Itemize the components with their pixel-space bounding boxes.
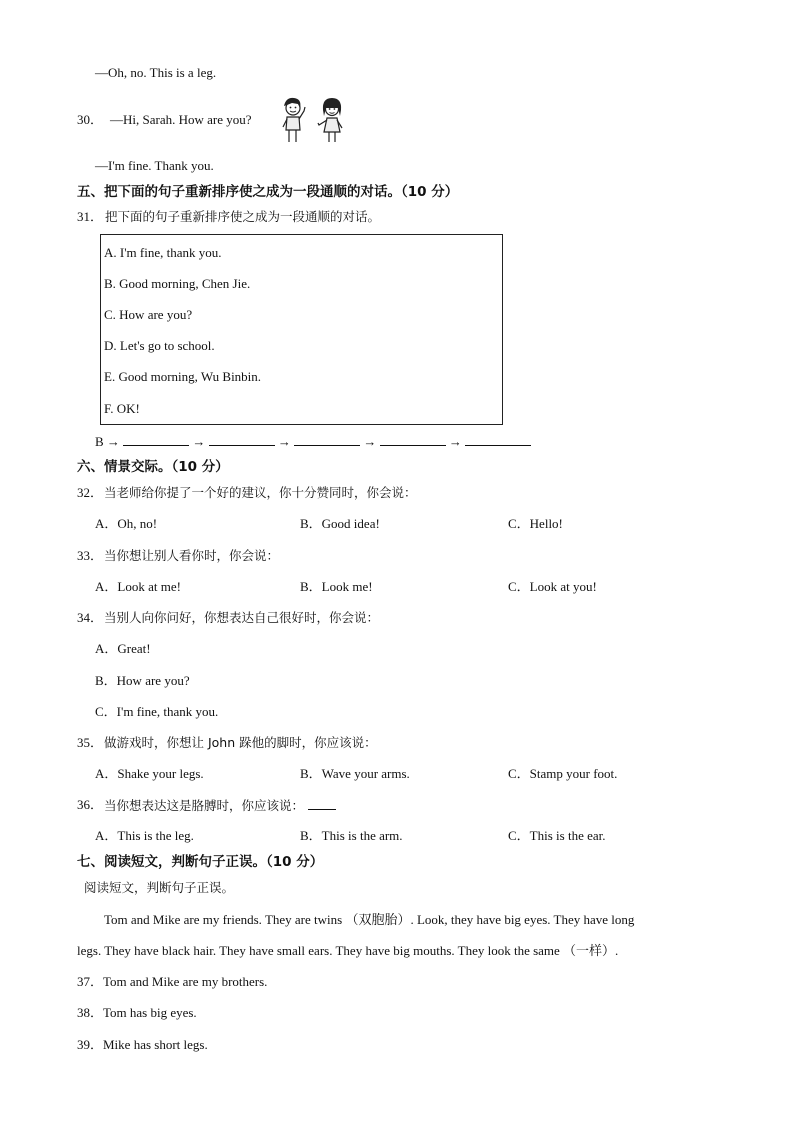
q34-option-c[interactable]: C．I'm fine, thank you. bbox=[95, 704, 219, 719]
q30-answer: —I'm fine. Thank you. bbox=[95, 158, 214, 173]
q33-option-b[interactable]: B．Look me! bbox=[300, 579, 373, 594]
q33-number: 33． bbox=[77, 548, 104, 563]
q32-prompt: 当老师给你提了一个好的建议，你十分赞同时，你会说： bbox=[104, 485, 417, 500]
q39-statement: 39．Mike has short legs. bbox=[77, 1037, 208, 1052]
q31-answer-blank-3[interactable] bbox=[294, 433, 360, 446]
q32-number: 32． bbox=[77, 485, 104, 500]
q36-number: 36． bbox=[77, 797, 104, 812]
q35-prompt: 做游戏时，你想让 John 跺他的脚时，你应该说： bbox=[104, 735, 377, 750]
q31-answer-blank-2[interactable] bbox=[209, 433, 275, 446]
q36-option-b[interactable]: B．This is the arm. bbox=[300, 828, 403, 843]
q31-sequence-start: B → bbox=[95, 434, 120, 449]
q31-arrow-2: → bbox=[277, 434, 291, 449]
q31-option-c: C. How are you? bbox=[104, 307, 193, 322]
q31-answer-blank-1[interactable] bbox=[123, 433, 189, 446]
q36-option-c[interactable]: C．This is the ear. bbox=[508, 828, 606, 843]
passage-line-1: Tom and Mike are my friends. They are twins （双胞胎）. Look, they have big eyes. They have long bbox=[104, 912, 635, 927]
q32-option-a[interactable]: A．Oh, no! bbox=[95, 516, 158, 531]
q35-option-b[interactable]: B．Wave your arms. bbox=[300, 766, 410, 781]
q30-number: 30． bbox=[77, 112, 104, 127]
q31-number: 31． bbox=[77, 209, 104, 224]
q31-options-box bbox=[100, 234, 503, 425]
q31-option-f: F. OK! bbox=[104, 401, 140, 416]
q35-option-c[interactable]: C．Stamp your foot. bbox=[508, 766, 618, 781]
q31-answer-blank-4[interactable] bbox=[380, 433, 446, 446]
prev-answer-line: —Oh, no. This is a leg. bbox=[95, 65, 217, 80]
q31-arrow-4: → bbox=[448, 434, 462, 449]
q34-number: 34． bbox=[77, 610, 104, 625]
q31-prompt: 把下面的句子重新排序使之成为一段通顺的对话。 bbox=[105, 209, 381, 224]
q35-number: 35． bbox=[77, 735, 104, 750]
q31-arrow-1: → bbox=[192, 434, 206, 449]
q34-prompt: 当别人向你问好，你想表达自己很好时，你会说： bbox=[104, 610, 380, 625]
girl-figure-icon bbox=[316, 96, 348, 144]
passage-line-2: legs. They have black hair. They have small ears. They have big mouths. They look the same （一样）. bbox=[77, 943, 619, 958]
q33-prompt: 当你想让别人看你时，你会说： bbox=[104, 548, 280, 563]
q38-statement: 38．Tom has big eyes. bbox=[77, 1005, 197, 1020]
q32-option-b[interactable]: B．Good idea! bbox=[300, 516, 380, 531]
q33-option-c[interactable]: C．Look at you! bbox=[508, 579, 597, 594]
q31-arrow-3: → bbox=[363, 434, 377, 449]
q31-sequence bbox=[95, 433, 531, 450]
q36-answer-blank[interactable] bbox=[308, 797, 336, 810]
q37-statement: 37．Tom and Mike are my brothers. bbox=[77, 974, 268, 989]
q33-option-a[interactable]: A．Look at me! bbox=[95, 579, 181, 594]
q30-prompt: —Hi, Sarah. How are you? bbox=[110, 112, 252, 127]
section7-instruction: 阅读短文，判断句子正误。 bbox=[84, 880, 235, 895]
q34-option-b[interactable]: B．How are you? bbox=[95, 673, 190, 688]
q36-option-a[interactable]: A．This is the leg. bbox=[95, 828, 194, 843]
q34-option-a[interactable]: A．Great! bbox=[95, 641, 151, 656]
q31-option-d: D. Let's go to school. bbox=[104, 338, 215, 353]
q31-option-b: B. Good morning, Chen Jie. bbox=[104, 276, 251, 291]
q35-option-a[interactable]: A．Shake your legs. bbox=[95, 766, 204, 781]
q31-option-a: A. I'm fine, thank you. bbox=[104, 245, 222, 260]
q31-option-e: E. Good morning, Wu Binbin. bbox=[104, 369, 262, 384]
q31-answer-blank-5[interactable] bbox=[465, 433, 531, 446]
section6-heading: 六、情景交际。（10 分） bbox=[77, 459, 229, 475]
q36-prompt-line bbox=[104, 797, 336, 814]
q36-prompt: 当你想表达这是胳膊时，你应该说： bbox=[104, 798, 305, 813]
section7-heading: 七、阅读短文，判断句子正误。（10 分） bbox=[77, 854, 324, 870]
boy-figure-icon bbox=[278, 96, 306, 144]
section5-heading: 五、把下面的句子重新排序使之成为一段通顺的对话。（10 分） bbox=[77, 184, 459, 200]
q32-option-c[interactable]: C．Hello! bbox=[508, 516, 563, 531]
